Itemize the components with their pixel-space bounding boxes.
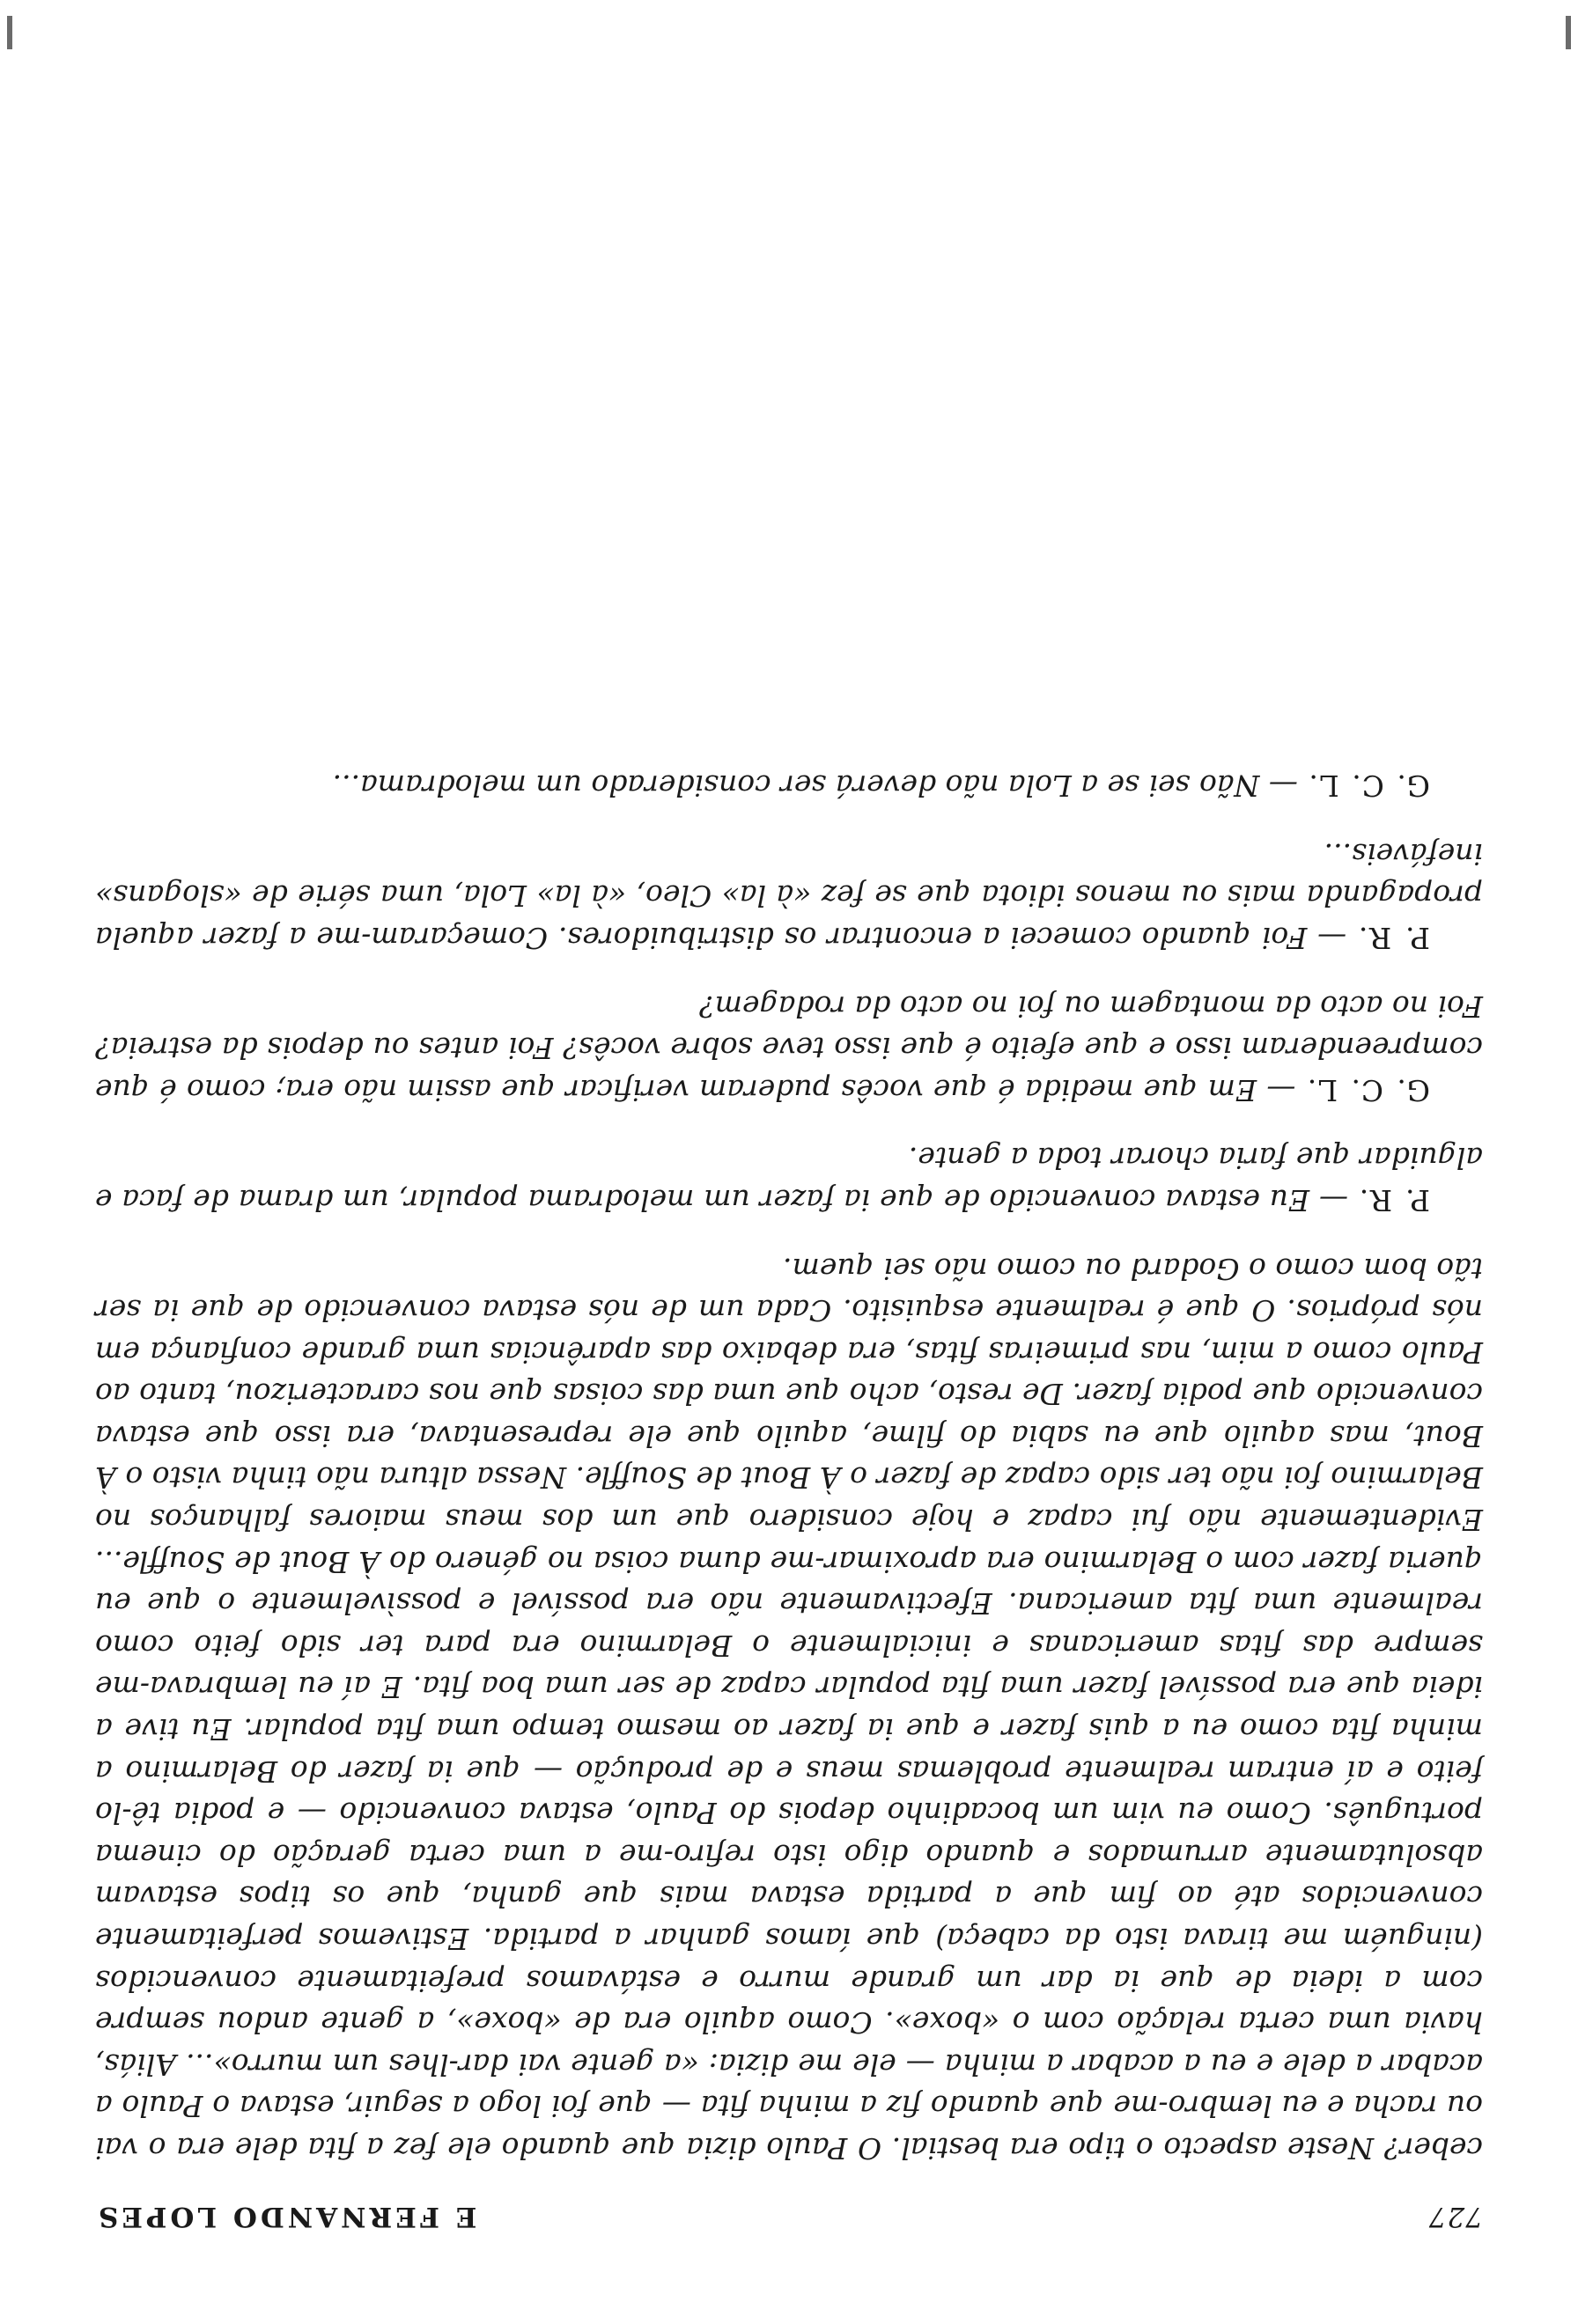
paragraph-text: — Foi quando comecei a encontrar os distribuidores. Começaram-me a fazer aquela propaganda mais ou menos idiota que se fez «à la» Cleo, «à la» Lola, uma série de «slogans» inefáveis...: [95, 836, 1483, 955]
paragraph-gcl-question: [95, 985, 1483, 1111]
scan-edge-mark: [7, 16, 12, 49]
running-title: E FERNANDO LOPES: [95, 2201, 477, 2232]
paragraph-text: — Em que medida é que vocês puderam verificar que assim não era; como é que compreenderam isso e que efeito é que isso teve sobre vocês? Foi antes ou depois da estreia? Foi no acto da montagem ou foi no acto da rodagem?: [95, 989, 1483, 1107]
paragraph-gcl-remark: [95, 765, 1483, 807]
speaker-label: G. C. L.: [1307, 769, 1430, 804]
paragraph-text: — Eu estava convencido de que ia fazer um melodrama popular, um drama de faca e alguidar que faria chorar toda a gente.: [95, 1141, 1483, 1217]
interview-text: [95, 765, 1483, 2169]
paragraph-text: — Não sei se a Lola não deverá ser considerado um melodrama...: [332, 769, 1298, 804]
paragraph-continuation: [95, 1247, 1483, 2169]
speaker-label: G. C. L.: [1305, 1072, 1430, 1107]
page-frame: [95, 0, 1483, 2324]
paragraph-pr-reply: [95, 1137, 1483, 1221]
speaker-label: P. R.: [1356, 920, 1430, 955]
paragraph-text: ceber? Neste aspecto o tipo era bestial. O Paulo dizia que quando ele fez a fita dele era o vai ou racha e eu lembro-me que quando fiz a minha fita — que foi logo a seguir, estava o Paulo a acabar a dele e eu a acabar a minha — ele me dizia: «a gente vai dar-lhes um murro»... Aliás, havia uma certa relação com o «boxe». Como aquilo era de «boxe», a gente andou sempre com a ideia de que ia dar um grande murro e estávamos prefeitamente convencidos (ninguém me tirava isto da cabeça) que íamos ganhar a partida. Estivemos perfeitamente convencidos até ao fim que a partida estava mais que ganha, que os tipos estavam absolutamente arrumados e quando digo isto refiro-me a uma certa geração do cinema português. Como eu vim um bocadinho depois do Paulo, estava convencido — e podia tê-lo feito e aí entram realmente problemas meus e de produção — que ia fazer do Belarmino a minha fita como eu a quis fazer e que ia fazer ao mesmo tempo uma fita popular. Eu tive a ideia que era possível fazer uma fita popular capaz de ser uma boa fita. E aí eu lembrava-me sempre das fitas americanas e inicialmente o Belarmino era para ter sido feito como realmente uma fita americana. Efectivamente não era possível e possìvelmente o que eu queria fazer com o Belarmino era aproximar-me duma coisa no género do À Bout de Souffle... Evidentemente não fui capaz e hoje considero que um dos meus maiores falhanços no Belarmino foi não ter sido capaz de fazer o À Bout de Souffle. Nessa altura não tinha visto o À Bout, mas aquilo que eu sabia do filme, aquilo que ele representava, era isso que estava convencido que podia fazer. De resto, acho que uma das coisas que nos caracterizou, tanto ao Paulo como a mim, nas primeiras fitas, era debaixo das aparências uma grande confiança em nós próprios. O que é realmente esquisito. Cada um de nós estava convencido de que ia ser tão bom como o Godard ou como não sei quem.: [95, 1251, 1483, 2166]
page-number: 727: [1427, 2201, 1483, 2232]
running-head: [95, 2188, 1483, 2232]
speaker-label: P. R.: [1357, 1182, 1430, 1217]
paragraph-pr-answer: [95, 833, 1483, 959]
scan-edge-mark: [1566, 16, 1571, 49]
